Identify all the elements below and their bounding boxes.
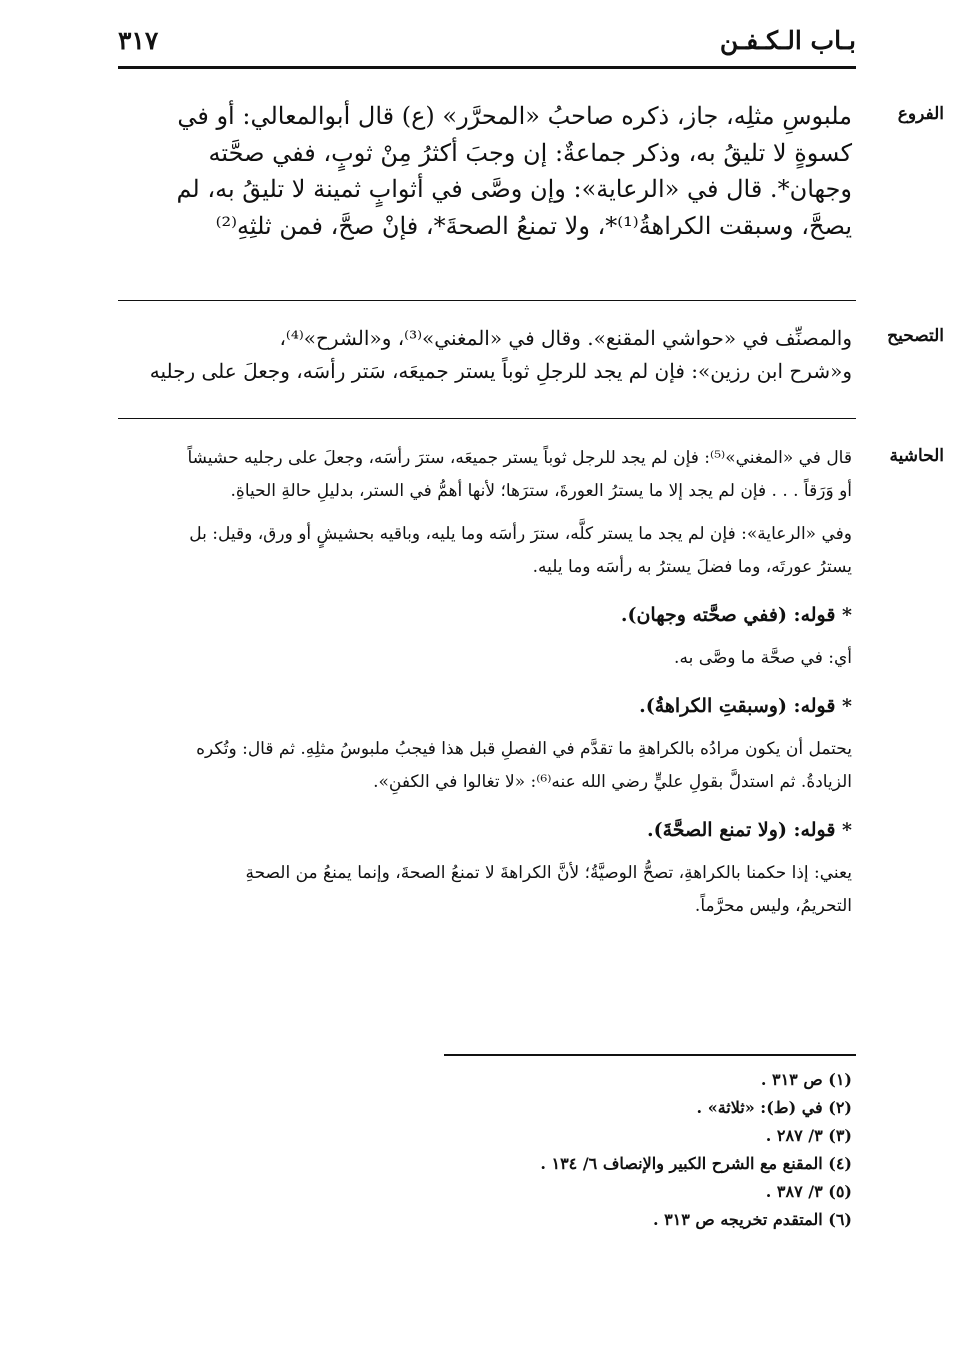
hashiya-line: يسترُ عورتَه، وما فضلَ يسترُ به رأسَه وما يليه. xyxy=(532,557,852,577)
commentary-line: أي: في صحَّة ما وصَّى به. xyxy=(674,648,852,668)
tashih-text xyxy=(114,322,852,388)
footnote: (٦) المتقدم تخريجه ص ٣١٣ . xyxy=(652,1210,852,1229)
hashiya-line: وفي «الرعاية»: فإن لم يجد ما يستر كلَّه، سترَ رأسَه وما يليه، وباقيه بحشيشٍ أو ورق، وقيل: بل xyxy=(189,524,852,544)
furu-text xyxy=(114,98,852,244)
commentary-line: الزيادةُ. ثم استدلَّ بقولِ عليٍّ رضي الله عنه⁽⁶⁾: «لا تغالوا في الكفنِ». xyxy=(373,772,852,792)
furu-label: الفروع xyxy=(897,104,944,124)
furu-line: كسوةٍ لا تليقُ به، وذكر جماعةٌ: إن وجبَ أكثرُ مِنْ ثوبٍ، ففي صحَّته xyxy=(208,138,852,167)
footnotes xyxy=(332,1066,852,1234)
header-rule xyxy=(118,66,856,69)
furu-line: ملبوسِ مثلِه، جاز، ذكره صاحبُ «المحرَّر» (ع) قال أبوالمعالي: أو في xyxy=(177,102,852,130)
section-divider xyxy=(118,418,856,419)
commentary-line: التحريمُ، وليس محرَّماً. xyxy=(694,896,852,916)
commentary-heading: * قوله: (ولا تمنع الصحَّةَ). xyxy=(646,819,852,841)
footnote-rule xyxy=(444,1054,856,1056)
commentary-heading: * قوله: (وسبقتِ الكراهةُ). xyxy=(639,695,852,717)
footnote: (٥) ٣/ ٣٨٧ . xyxy=(765,1182,852,1201)
section-divider xyxy=(118,300,856,301)
page-number: ٣١٧ xyxy=(118,26,159,55)
hashiya-label: الحاشية xyxy=(889,446,944,466)
commentary-heading: * قوله: (ففي صحَّته وجهان). xyxy=(620,604,852,626)
commentary-line: يعني: إذا حكمنا بالكراهةِ، تصحُّ الوصيَّةُ؛ لأنَّ الكراهةَ لا تمنعُ الصحةَ، وإنما يمنعُ من الصحةِ xyxy=(245,863,852,883)
hashiya-line: قال في «المغني»⁽⁵⁾: فإن لم يجد للرجل ثوباً يستر جميعَه، سترَ رأسَه، وجعلَ على رجليه حشيشاً xyxy=(187,448,852,468)
hashiya-line: أو وَرَقاً . . . فإن لم يجد إلا ما يسترُ العورةَ، سترَها؛ لأنها أهمُّ في الستر، بدليلِ حالةِ الحياةِ. xyxy=(230,481,852,501)
footnote: (٢) في (ط): «ثلاثة» . xyxy=(696,1098,852,1117)
footnote: (١) ص ٣١٣ . xyxy=(760,1070,852,1089)
tashih-line: والمصنِّف في «حواشي المقنع». وقال في «المغني»⁽³⁾، و«الشرح»⁽⁴⁾، xyxy=(279,326,852,350)
commentary-line: يحتمل أن يكون مرادُه بالكراهةِ ما تقدَّم في الفصلِ قبل هذا فيجبُ ملبوسُ مثلِهِ. ثم قال: وتُكره xyxy=(196,739,852,759)
footnote: (٣) ٣/ ٢٨٧ . xyxy=(765,1126,852,1145)
tashih-line: و«شرح ابن رزين»: فإن لم يجد للرجلِ ثوباً يستر جميعَه، سَتر رأسَه، وجعلَ على رجليه xyxy=(149,359,852,383)
furu-line: يصحَّ، وسبقت الكراهةُ⁽¹⁾*، ولا تمنعُ الصحةَ*، فإنْ صحَّ، فمن ثلثِهِ⁽²⁾ xyxy=(215,211,852,240)
footnote: (٤) المقنع مع الشرح الكبير والإنصاف ٦/ ١٣٤ . xyxy=(540,1154,852,1173)
tashih-label: التصحيح xyxy=(887,326,944,346)
furu-line: وجهان*. قال في «الرعاية»: وإن وصَّى في أثوابٍ ثمينة لا تليقُ به، لم xyxy=(176,175,852,203)
hashiya-text xyxy=(114,442,852,923)
chapter-title: بـاب الـكـفـن xyxy=(719,26,856,55)
